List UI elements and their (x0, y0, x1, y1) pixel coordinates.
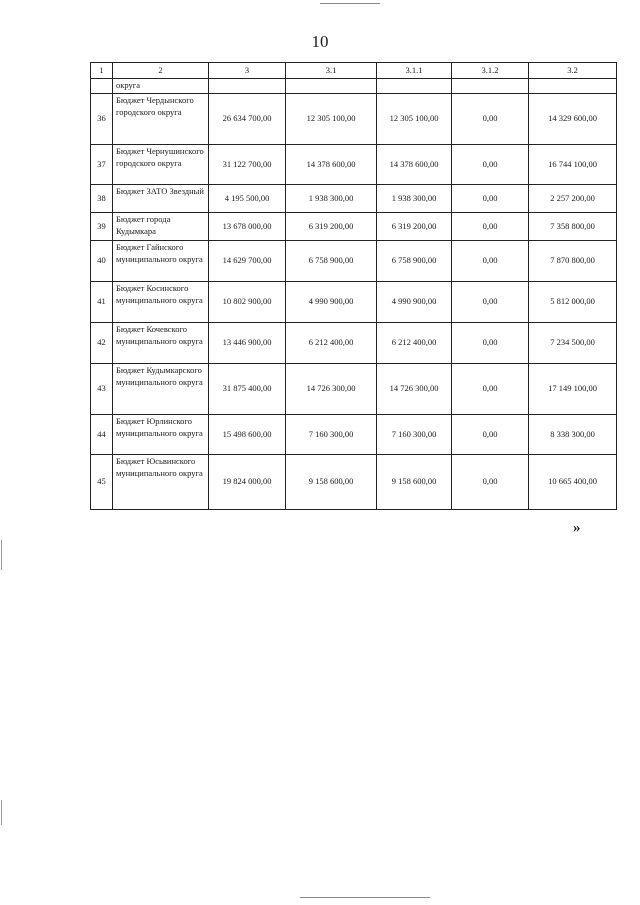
value-col-3-2: 16 744 100,00 (529, 145, 617, 185)
value-col-3: 4 195 500,00 (209, 185, 286, 213)
value-col-3-1-2: 0,00 (452, 94, 529, 145)
value-col-3-2: 5 812 000,00 (529, 282, 617, 323)
value-col-3: 13 446 900,00 (209, 323, 286, 364)
continuation-mark: » (573, 520, 581, 536)
value-col-3-2: 17 149 100,00 (529, 364, 617, 415)
table-cell (377, 79, 452, 94)
scan-artifact (320, 3, 380, 4)
table-cell (209, 79, 286, 94)
value-col-3-1: 14 378 600,00 (286, 145, 377, 185)
table-cell (529, 79, 617, 94)
value-col-3-1-2: 0,00 (452, 145, 529, 185)
table-cell (286, 79, 377, 94)
table-row (91, 241, 617, 282)
value-col-3-1-1: 14 378 600,00 (377, 145, 452, 185)
value-col-3-1: 6 758 900,00 (286, 241, 377, 282)
region-name: Бюджет Чердынского городского округа (113, 94, 209, 145)
value-col-3-1-1: 14 726 300,00 (377, 364, 452, 415)
value-col-3-2: 7 870 800,00 (529, 241, 617, 282)
value-col-3-1: 6 212 400,00 (286, 323, 377, 364)
region-name: Бюджет Кочевского муниципального округа (113, 323, 209, 364)
value-col-3-1-1: 9 158 600,00 (377, 455, 452, 510)
column-header: 2 (113, 63, 209, 79)
column-header: 3.1 (286, 63, 377, 79)
table-header (91, 63, 617, 79)
value-col-3-1: 1 938 300,00 (286, 185, 377, 213)
value-col-3: 13 678 000,00 (209, 213, 286, 241)
region-name: Бюджет Юрлинского муниципального округа (113, 415, 209, 455)
row-number: 42 (91, 323, 113, 364)
table-cell (452, 79, 529, 94)
value-col-3-1: 12 305 100,00 (286, 94, 377, 145)
row-number: 41 (91, 282, 113, 323)
table-row (91, 145, 617, 185)
header-row (91, 63, 617, 79)
value-col-3-1: 6 319 200,00 (286, 213, 377, 241)
scan-artifact (300, 897, 430, 898)
value-col-3-1: 4 990 900,00 (286, 282, 377, 323)
value-col-3: 31 122 700,00 (209, 145, 286, 185)
table-row (91, 185, 617, 213)
value-col-3-1: 7 160 300,00 (286, 415, 377, 455)
value-col-3: 10 802 900,00 (209, 282, 286, 323)
value-col-3-1-2: 0,00 (452, 415, 529, 455)
budget-table (90, 62, 617, 510)
region-name: Бюджет ЗАТО Звездный (113, 185, 209, 213)
value-col-3-1-2: 0,00 (452, 455, 529, 510)
page-number: 10 (311, 32, 329, 51)
table-cell (91, 79, 113, 94)
value-col-3-1-1: 4 990 900,00 (377, 282, 452, 323)
region-name: Бюджет Кудымкарского муниципального округа (113, 364, 209, 415)
table-body (91, 79, 617, 510)
value-col-3-1: 9 158 600,00 (286, 455, 377, 510)
row-number: 39 (91, 213, 113, 241)
value-col-3-2: 14 329 600,00 (529, 94, 617, 145)
value-col-3-2: 10 665 400,00 (529, 455, 617, 510)
value-col-3-2: 2 257 200,00 (529, 185, 617, 213)
region-name: Бюджет Гайнского муниципального округа (113, 241, 209, 282)
region-name: Бюджет Чернушинского городского округа (113, 145, 209, 185)
region-name: Бюджет города Кудымкара (113, 213, 209, 241)
table-row (91, 282, 617, 323)
value-col-3-2: 7 358 800,00 (529, 213, 617, 241)
value-col-3-1-1: 6 758 900,00 (377, 241, 452, 282)
table-row (91, 364, 617, 415)
column-header: 3.2 (529, 63, 617, 79)
row-number: 44 (91, 415, 113, 455)
column-header: 3 (209, 63, 286, 79)
value-col-3-1-1: 12 305 100,00 (377, 94, 452, 145)
column-header: 1 (91, 63, 113, 79)
row-number: 36 (91, 94, 113, 145)
value-col-3-2: 7 234 500,00 (529, 323, 617, 364)
row-number: 43 (91, 364, 113, 415)
value-col-3-1-1: 6 319 200,00 (377, 213, 452, 241)
value-col-3-2: 8 338 300,00 (529, 415, 617, 455)
value-col-3: 31 875 400,00 (209, 364, 286, 415)
value-col-3: 15 498 600,00 (209, 415, 286, 455)
value-col-3-1-2: 0,00 (452, 241, 529, 282)
value-col-3-1: 14 726 300,00 (286, 364, 377, 415)
table-row (91, 213, 617, 241)
region-name: округа (113, 79, 209, 94)
value-col-3-1-2: 0,00 (452, 185, 529, 213)
value-col-3-1-1: 1 938 300,00 (377, 185, 452, 213)
scan-artifact (1, 540, 2, 570)
table-row (91, 323, 617, 364)
value-col-3-1-2: 0,00 (452, 323, 529, 364)
region-name: Бюджет Косинского муниципального округа (113, 282, 209, 323)
column-header: 3.1.2 (452, 63, 529, 79)
table-row (91, 455, 617, 510)
table-row (91, 415, 617, 455)
value-col-3-1-2: 0,00 (452, 364, 529, 415)
value-col-3: 19 824 000,00 (209, 455, 286, 510)
scan-artifact (1, 800, 2, 825)
value-col-3-1-1: 6 212 400,00 (377, 323, 452, 364)
row-number: 38 (91, 185, 113, 213)
value-col-3-1-2: 0,00 (452, 213, 529, 241)
row-number: 45 (91, 455, 113, 510)
region-name: Бюджет Юсьвинского муниципального округа (113, 455, 209, 510)
value-col-3: 26 634 700,00 (209, 94, 286, 145)
value-col-3: 14 629 700,00 (209, 241, 286, 282)
value-col-3-1-2: 0,00 (452, 282, 529, 323)
row-number: 40 (91, 241, 113, 282)
row-number: 37 (91, 145, 113, 185)
continued-row (91, 79, 617, 94)
table-row (91, 94, 617, 145)
value-col-3-1-1: 7 160 300,00 (377, 415, 452, 455)
column-header: 3.1.1 (377, 63, 452, 79)
